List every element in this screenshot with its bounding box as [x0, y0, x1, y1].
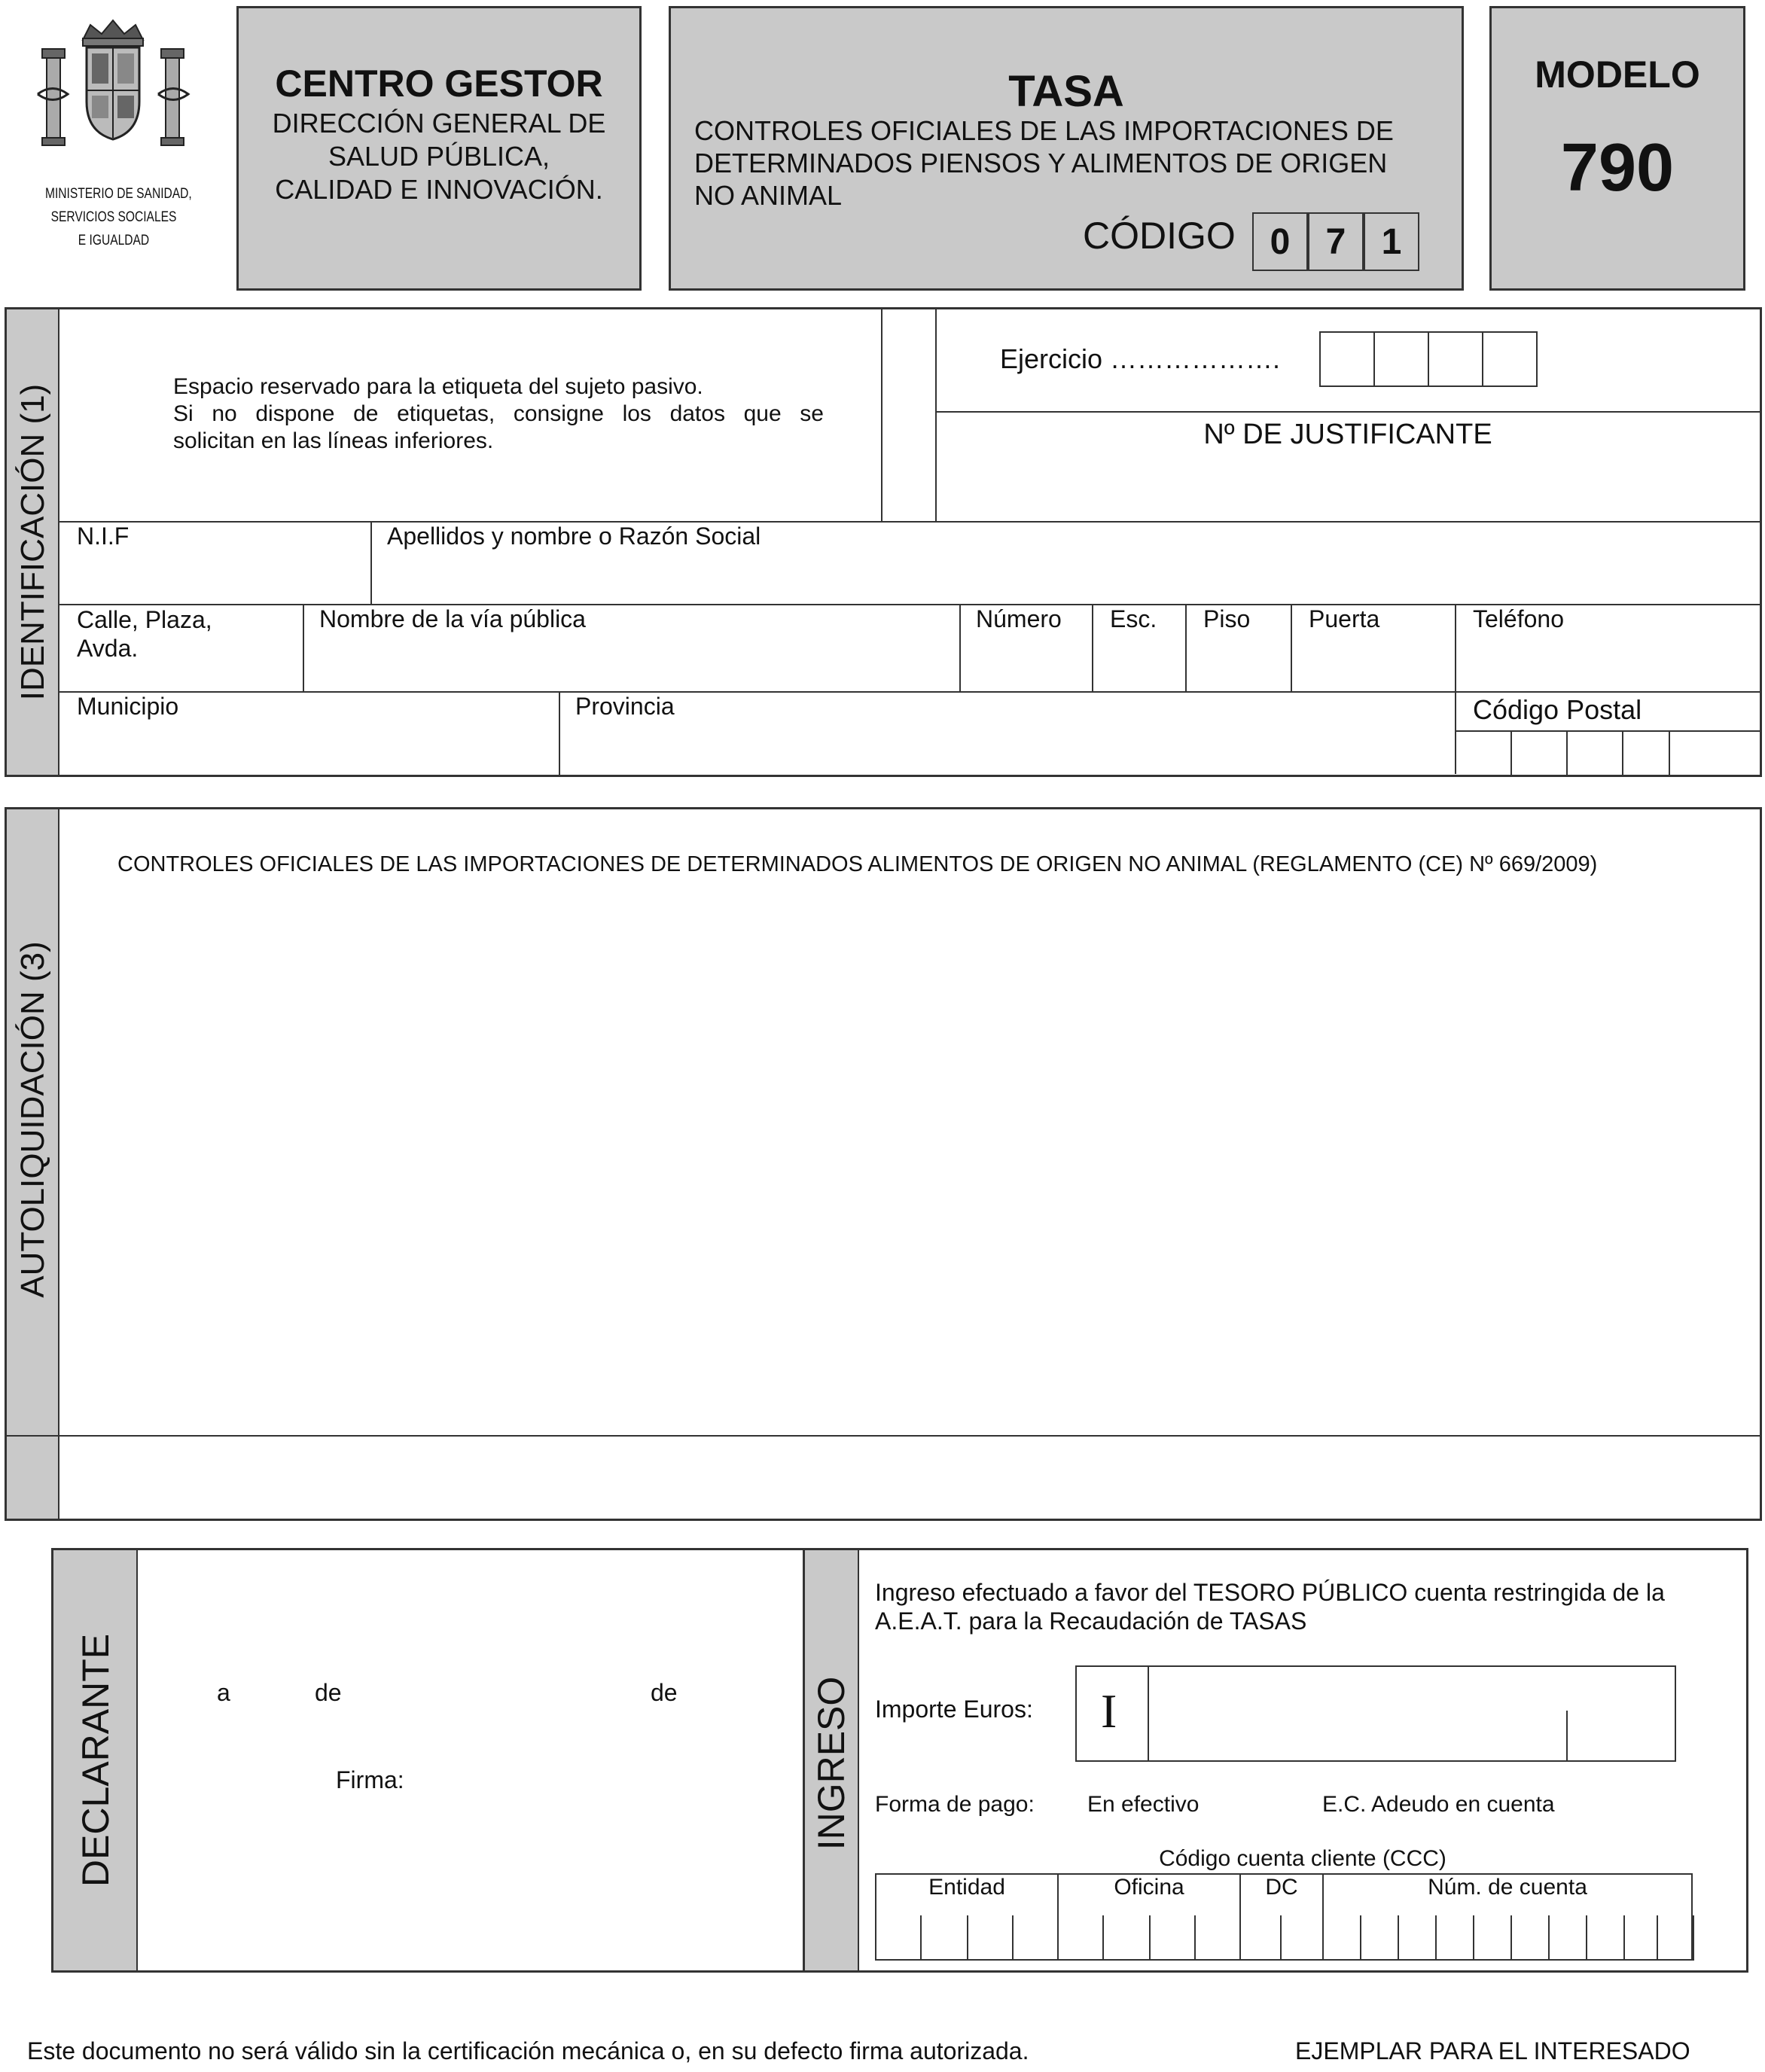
modelo-label: MODELO: [1535, 53, 1700, 96]
via-label: Nombre de la vía pública: [319, 605, 586, 632]
tasa-title: TASA: [1008, 67, 1124, 116]
tasa-line: DETERMINADOS PIENSOS Y ALIMENTOS DE ORIGEN: [694, 148, 1388, 178]
ejercicio-box[interactable]: [1319, 331, 1375, 387]
nif-label: N.I.F: [77, 523, 130, 550]
coat-of-arms-icon: [30, 11, 196, 154]
entidad-label: Entidad: [928, 1875, 1005, 1900]
centro-gestor-line: SALUD PÚBLICA,: [328, 141, 550, 172]
ejercicio-box[interactable]: [1482, 331, 1538, 387]
declarante-de1: de: [315, 1679, 342, 1706]
codigo-postal-label: Código Postal: [1473, 694, 1642, 725]
autoliquidacion-total-field[interactable]: [62, 1438, 1759, 1516]
ccc-label: Código cuenta cliente (CCC): [1159, 1846, 1446, 1871]
signature-area[interactable]: [143, 1799, 798, 1965]
ejercicio-box[interactable]: [1373, 331, 1429, 387]
codigo-postal-field[interactable]: [1456, 732, 1759, 774]
centro-gestor-text: [236, 107, 642, 206]
declarante-side-label: DECLARANTE: [75, 1633, 117, 1888]
importe-prefix: I: [1101, 1684, 1117, 1738]
forma-pago-label: Forma de pago:: [875, 1792, 1035, 1817]
ministry-line: SERVICIOS SOCIALES: [50, 209, 177, 225]
autoliquidacion-heading: CONTROLES OFICIALES DE LAS IMPORTACIONES DE DETERMINADOS ALIMENTOS DE ORIGEN NO ANIMAL (REGLAMENTO (CE) Nº 669/2009): [117, 852, 1598, 876]
tasa-line: CONTROLES OFICIALES DE LAS IMPORTACIONES DE: [694, 115, 1394, 146]
piso-label: Piso: [1203, 605, 1251, 632]
num-cuenta-label: Núm. de cuenta: [1428, 1875, 1587, 1900]
calle-label-line: Avda.: [77, 635, 139, 662]
importe-box[interactable]: [1075, 1665, 1676, 1762]
numero-label: Número: [976, 605, 1062, 632]
ingreso-side-label: INGRESO: [810, 1676, 852, 1851]
municipio-label: Municipio: [77, 693, 179, 720]
declarante-de2: de: [651, 1679, 678, 1706]
calle-label: [77, 605, 212, 663]
label-note: [173, 373, 824, 455]
ministry-line: MINISTERIO DE SANIDAD,: [44, 186, 192, 202]
codigo-digit: 1: [1364, 212, 1419, 271]
tasa-line: NO ANIMAL: [694, 180, 843, 211]
calle-label-line: Calle, Plaza,: [77, 606, 212, 633]
label-note-line: Espacio reservado para la etiqueta del sujeto pasivo.: [173, 374, 703, 399]
adeudo-option[interactable]: E.C. Adeudo en cuenta: [1322, 1792, 1555, 1817]
provincia-label: Provincia: [575, 693, 675, 720]
ingreso-line: Ingreso efectuado a favor del TESORO PÚBLICO cuenta restringida de la: [875, 1579, 1665, 1606]
ingreso-text: [875, 1578, 1665, 1635]
nif-field[interactable]: [60, 557, 369, 602]
tasa-description: [694, 114, 1394, 212]
footer-copy-label: EJEMPLAR PARA EL INTERESADO: [1295, 2037, 1690, 2064]
autoliquidacion-section: [5, 807, 1762, 1521]
modelo-number: 790: [1560, 130, 1675, 206]
dc-label: DC: [1265, 1875, 1298, 1900]
declarante-a: a: [217, 1679, 230, 1706]
ministry-name: [44, 182, 192, 252]
codigo-digit: 7: [1308, 212, 1364, 271]
telefono-label: Teléfono: [1473, 605, 1564, 632]
identificacion-side-label: IDENTIFICACIÓN (1): [14, 383, 51, 701]
oficina-label: Oficina: [1114, 1875, 1184, 1900]
codigo-digit: 0: [1252, 212, 1308, 271]
footer-disclaimer: Este documento no será válido sin la certificación mecánica o, en su defecto firma autorizada.: [27, 2037, 1029, 2064]
apellidos-field[interactable]: [373, 557, 1759, 602]
importe-label: Importe Euros:: [875, 1696, 1033, 1723]
ejercicio-label: Ejercicio ……………….: [1000, 343, 1281, 374]
centro-gestor-line: DIRECCIÓN GENERAL DE: [272, 108, 606, 139]
centro-gestor-line: CALIDAD E INNOVACIÓN.: [275, 174, 603, 205]
label-note-line: solicitan en las líneas inferiores.: [173, 428, 494, 453]
ejercicio-box[interactable]: [1428, 331, 1483, 387]
firma-label: Firma:: [336, 1766, 404, 1793]
codigo-label: CÓDIGO: [1083, 215, 1236, 257]
ingreso-line: A.E.A.T. para la Recaudación de TASAS: [875, 1607, 1307, 1635]
justificante-label: Nº DE JUSTIFICANTE: [1203, 419, 1492, 450]
esc-label: Esc.: [1110, 605, 1157, 632]
ccc-field[interactable]: [876, 1917, 1691, 1959]
centro-gestor-title: CENTRO GESTOR: [275, 62, 603, 105]
puerta-label: Puerta: [1309, 605, 1380, 632]
apellidos-label: Apellidos y nombre o Razón Social: [387, 523, 761, 550]
label-note-line: Si no dispone de etiquetas, consigne los datos que se: [173, 401, 824, 426]
ministry-line: E IGUALDAD: [78, 233, 150, 248]
autoliquidacion-side-label: AUTOLIQUIDACIÓN (3): [14, 941, 51, 1298]
efectivo-option[interactable]: En efectivo: [1087, 1792, 1200, 1817]
